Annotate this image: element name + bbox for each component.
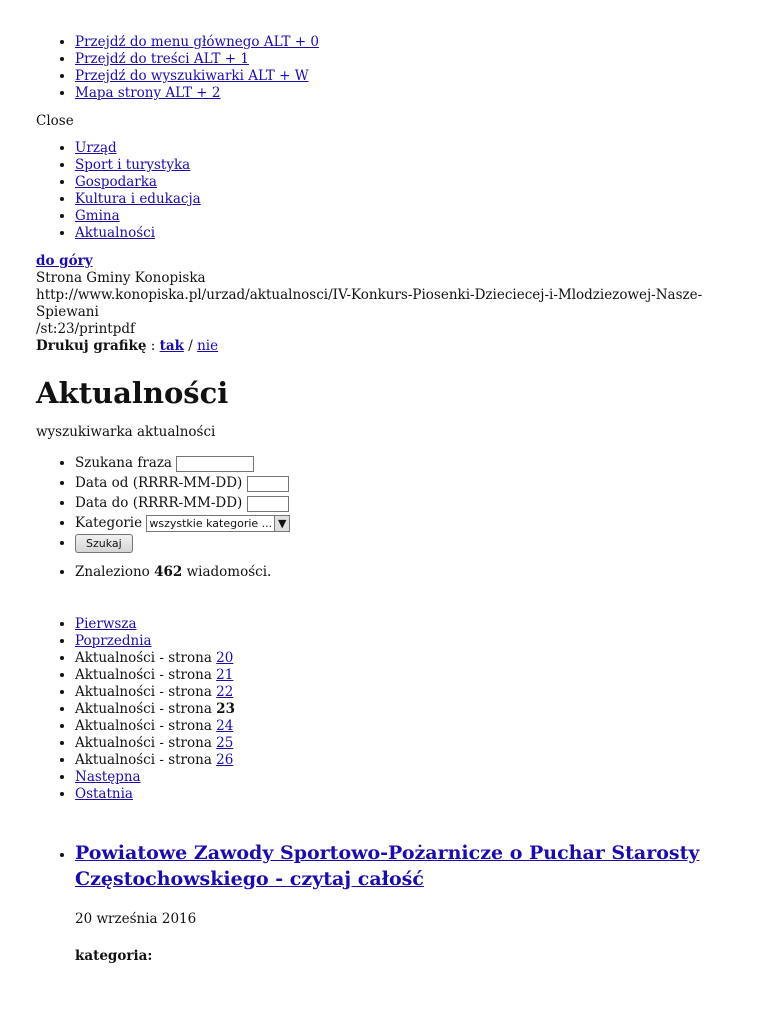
list-item	[75, 493, 732, 513]
list-item	[75, 68, 732, 85]
site-name: Strona Gminy Konopiska	[36, 270, 206, 286]
list-item	[75, 650, 732, 667]
news-item	[75, 840, 732, 965]
category-label: Kategorie	[75, 515, 143, 531]
pager-prev-link[interactable]: Poprzednia	[75, 633, 152, 649]
skip-link-search[interactable]: Przejdź do wyszukiwarki ALT + W	[75, 68, 309, 84]
chevron-down-icon: ▼	[274, 516, 289, 531]
pager-page-link[interactable]: 24	[216, 718, 234, 734]
pager-page-link[interactable]: 22	[216, 684, 234, 700]
list-item	[75, 752, 732, 769]
date-from-label: Data od (RRRR-MM-DD)	[75, 475, 243, 491]
results-summary	[36, 564, 732, 581]
pager-page-link[interactable]: 25	[216, 735, 234, 751]
list-item	[75, 769, 732, 786]
list-item	[75, 473, 732, 493]
menu-item-gospodarka[interactable]: Gospodarka	[75, 174, 157, 190]
skip-link-sitemap[interactable]: Mapa strony ALT + 2	[75, 85, 221, 101]
pager-current-page: 23	[216, 701, 235, 717]
pager-next-link[interactable]: Następna	[75, 769, 141, 785]
list-item	[75, 667, 732, 684]
list-item	[75, 85, 732, 102]
date-from-input[interactable]	[247, 476, 289, 492]
list-item	[75, 735, 732, 752]
list-item	[75, 718, 732, 735]
list-item	[75, 701, 732, 718]
list-item	[75, 191, 732, 208]
list-item	[75, 140, 732, 157]
print-sep: :	[150, 338, 156, 354]
list-item	[75, 684, 732, 701]
pager-prefix: Aktualności - strona	[75, 684, 212, 700]
pagination	[36, 616, 732, 803]
back-to-top-link[interactable]: do góry	[36, 253, 93, 269]
menu-item-aktualnosci[interactable]: Aktualności	[75, 225, 156, 241]
print-graphics-toggle	[36, 338, 732, 355]
page-url-line2: /st:23/printpdf	[36, 321, 135, 337]
pager-last-link[interactable]: Ostatnia	[75, 786, 133, 802]
list-item	[75, 616, 732, 633]
list-item	[75, 208, 732, 225]
close-label[interactable]: Close	[36, 113, 74, 129]
list-item	[75, 51, 732, 68]
pager-page-link[interactable]: 21	[216, 667, 234, 683]
menu-item-gmina[interactable]: Gmina	[75, 208, 120, 224]
menu-item-sport[interactable]: Sport i turystyka	[75, 157, 191, 173]
news-list	[36, 840, 732, 965]
pager-prefix: Aktualności - strona	[75, 701, 212, 717]
pager-prefix: Aktualności - strona	[75, 735, 212, 751]
pager-prefix: Aktualności - strona	[75, 752, 212, 768]
print-no-link[interactable]: nie	[197, 338, 219, 354]
menu-item-urzad[interactable]: Urząd	[75, 140, 117, 156]
search-button[interactable]: Szukaj	[75, 534, 133, 553]
skip-link-content[interactable]: Przejdź do treści ALT + 1	[75, 51, 249, 67]
pager-page-link[interactable]: 26	[216, 752, 234, 768]
main-menu	[36, 140, 732, 242]
search-title: wyszukiwarka aktualności	[36, 424, 216, 440]
list-item	[75, 786, 732, 803]
pager-prefix: Aktualności - strona	[75, 667, 212, 683]
found-suffix: wiadomości.	[186, 564, 272, 580]
pager-page-link[interactable]: 20	[216, 650, 234, 666]
skip-links	[36, 34, 732, 102]
list-item	[75, 533, 732, 553]
search-phrase-input[interactable]	[176, 456, 254, 472]
list-item	[75, 174, 732, 191]
news-category-label: kategoria:	[75, 948, 153, 964]
category-select[interactable]	[146, 515, 290, 532]
list-item	[75, 225, 732, 242]
print-yes-link[interactable]: tak	[159, 338, 184, 354]
pager-prefix: Aktualności - strona	[75, 718, 212, 734]
phrase-label: Szukana fraza	[75, 455, 172, 471]
pager-prefix: Aktualności - strona	[75, 650, 212, 666]
found-prefix: Znaleziono	[75, 564, 150, 580]
page-url-line1: http://www.konopiska.pl/urzad/aktualnosci/IV-Konkurs-Piosenki-Dzieciecej-i-Mlodziezowej-Nasze-Spiewani	[36, 287, 703, 320]
pager-first-link[interactable]: Pierwsza	[75, 616, 137, 632]
news-title-link[interactable]: Powiatowe Zawody Sportowo-Pożarnicze o Puchar Starosty Częstochowskiego - czytaj całość	[75, 842, 700, 890]
page-url	[36, 287, 732, 338]
news-date: 20 września 2016	[75, 911, 197, 927]
print-slash: /	[188, 338, 193, 354]
list-item	[75, 633, 732, 650]
list-item	[75, 513, 732, 533]
skip-link-menu[interactable]: Przejdź do menu głównego ALT + 0	[75, 34, 319, 50]
page-title: Aktualności	[36, 376, 229, 410]
menu-item-kultura[interactable]: Kultura i edukacja	[75, 191, 201, 207]
found-count: 462	[154, 564, 183, 580]
list-item	[75, 564, 732, 581]
list-item	[75, 34, 732, 51]
search-form	[36, 453, 732, 553]
list-item	[75, 453, 732, 473]
print-graphics-label: Drukuj grafikę	[36, 338, 147, 354]
date-to-input[interactable]	[247, 496, 289, 512]
category-select-value: wszystkie kategorie ...	[149, 517, 273, 530]
list-item	[75, 157, 732, 174]
date-to-label: Data do (RRRR-MM-DD)	[75, 495, 243, 511]
